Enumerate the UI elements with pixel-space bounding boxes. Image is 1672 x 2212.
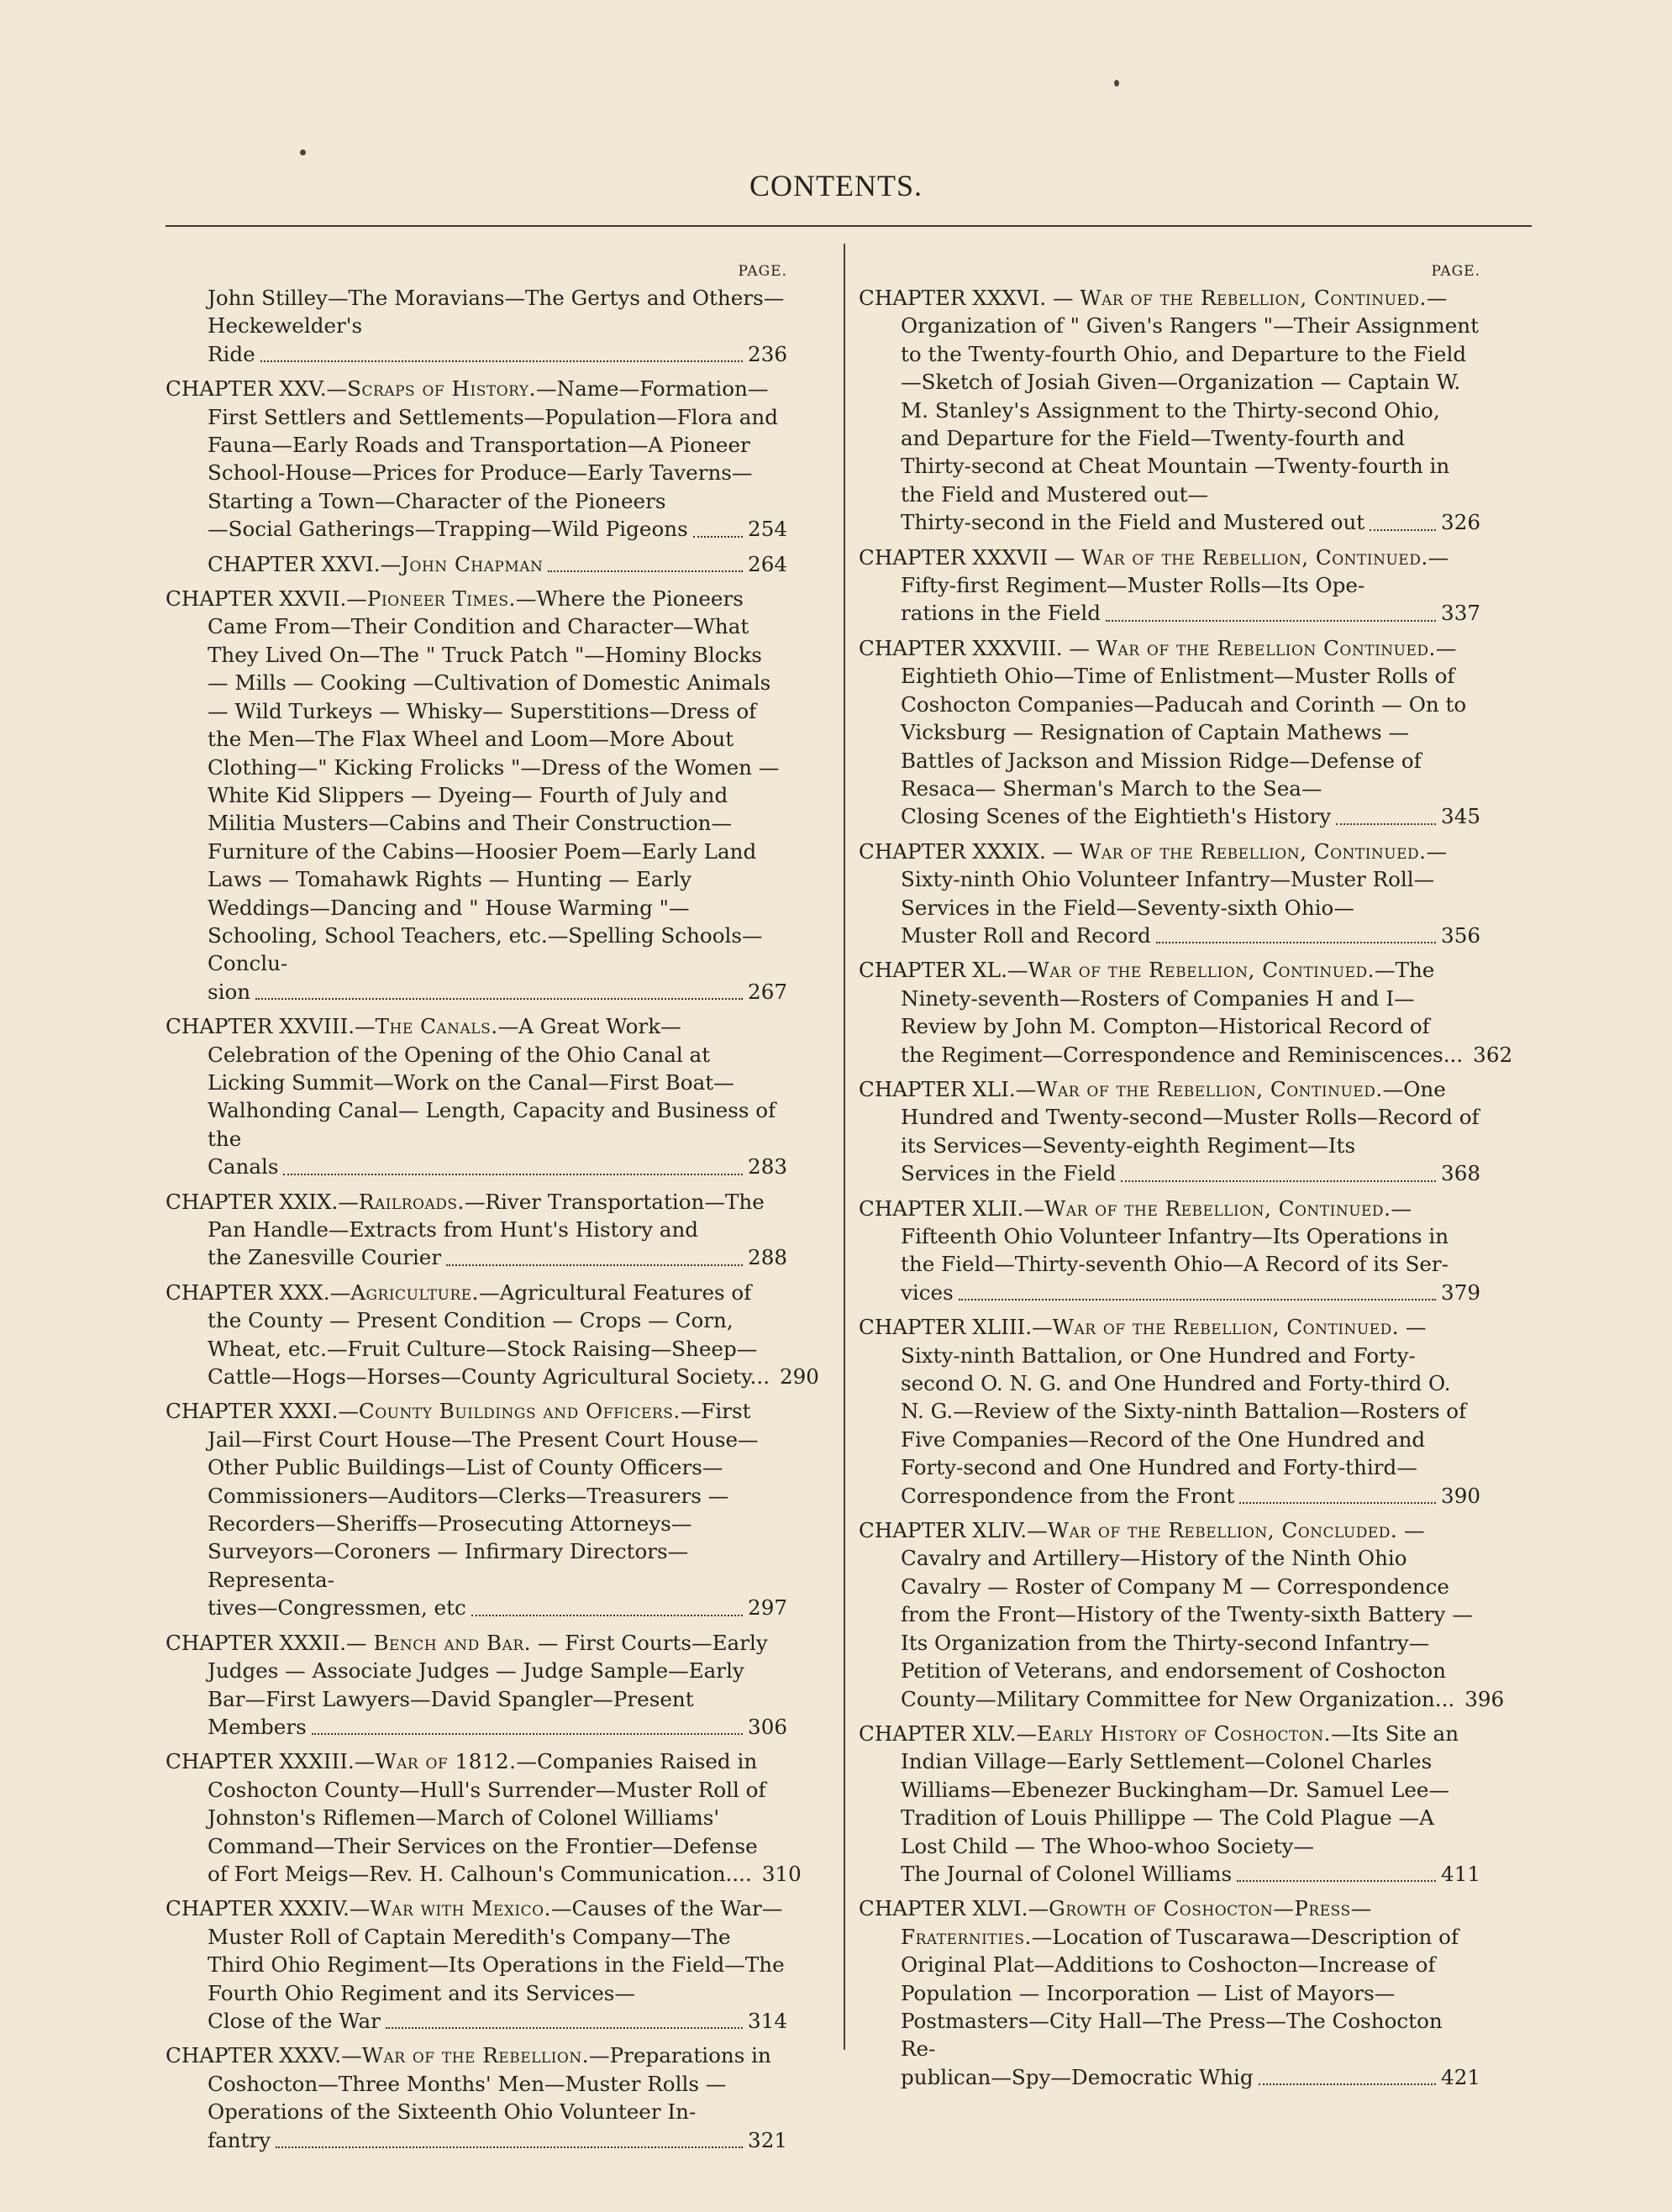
toc-entry-body [859, 636, 1466, 801]
chapter-heading: CHAPTER XLI.— [859, 1076, 1037, 1101]
chapter-description: —Sixty-ninth Ohio Volunteer Infantry—Muster Roll—Services in the Field—Seventy-sixth Ohio— [901, 838, 1448, 920]
leader-line [208, 2126, 787, 2154]
chapter-last-line: rations in the Field [901, 601, 1101, 626]
chapter-description: —A Great Work—Celebration of the Opening of the Ohio Canal at Licking Summit—Work on the Canal—First Boat—Walhonding Canal— Length, Capacity and Business of the [208, 1014, 776, 1151]
chapter-heading: CHAPTER XLII.— [859, 1195, 1044, 1221]
toc-entry-ch31 [166, 1397, 787, 1621]
leader-line [901, 1685, 1505, 1713]
chapter-description: —Where the Pioneers Came From—Their Condition and Character—What They Lived On—The " Truck Patch "—Hominy Blocks — Mills — Cooking —Cultivation of Domestic Animals — Wild Turkeys — Whisky— Superstitions—Dress of the Men—The Flax Wheel and Loom—More About Clothing—" Kicking Frolicks "—Dress of the Women — White Kid Slippers — Dyeing— Fourth of July and Militia Musters—Cabins and Their Construction—Furniture of the Cabins—Hoosier Poem—Early Land Laws — Tomahawk Rights — Hunting — Early Weddings—Dancing and " House Warming "—Schooling, School Teachers, etc.—Spelling Schools—Conclu- [208, 586, 780, 976]
toc-entry-body [166, 1280, 757, 1361]
leader-line [208, 1153, 787, 1180]
chapter-last-line: tives—Congressmen, etc [208, 1595, 466, 1621]
dot-leader [1106, 593, 1436, 621]
dot-leader [1239, 1476, 1436, 1504]
toc-entry-ch35 [166, 2041, 787, 2154]
chapter-last-line: Canals [208, 1154, 279, 1180]
leader-line [901, 1482, 1480, 1510]
leader-line [901, 802, 1480, 830]
chapter-last-line: Correspondence from the Front [901, 1483, 1235, 1508]
chapter-subject: The Canals. [375, 1014, 498, 1039]
toc-entry-body [859, 545, 1449, 597]
dot-leader [283, 1147, 743, 1174]
leader-line [208, 1860, 802, 1888]
toc-entry-body [166, 1399, 759, 1591]
chapter-heading: CHAPTER XXXII.— [166, 1630, 374, 1655]
chapter-heading: CHAPTER XXVIII.— [166, 1014, 376, 1039]
toc-entry-body [859, 1896, 1459, 2061]
chapter-last-line: Cattle—Hogs—Horses—County Agricultural Society... [208, 1364, 770, 1390]
toc-entry-body [166, 2043, 771, 2124]
chapter-subject: War with Mexico. [370, 1896, 551, 1921]
chapter-description: —River Transportation—The Pan Handle—Extracts from Hunt's History and [208, 1189, 765, 1242]
chapter-subject: Pioneer Times. [366, 586, 516, 612]
chapter-heading: CHAPTER XL.— [859, 958, 1028, 983]
toc-entry-body [859, 1721, 1459, 1858]
chapter-last-line: —Social Gatherings—Trapping—Wild Pigeons [208, 517, 688, 542]
chapter-last-line: Close of the War [208, 2008, 381, 2033]
chapter-heading: CHAPTER XLIV.— [859, 1518, 1048, 1543]
chapter-description: —Fifty-first Regiment—Muster Rolls—Its Ope- [901, 544, 1449, 598]
page-number: 288 [748, 1245, 787, 1270]
page-number: 297 [748, 1595, 787, 1621]
chapter-subject: Bench and Bar. [373, 1630, 532, 1655]
toc-entry-ch34 [166, 1894, 787, 2035]
chapter-description: —Name—Formation—First Settlers and Settlements—Population—Flora and Fauna—Early Roads and Transportation—A Pioneer School-House—Prices for Produce—Early Taverns—Starting a Town—Character of the Pioneers [208, 376, 778, 513]
toc-entry-body [208, 550, 543, 578]
chapter-subject: Scraps of History. [347, 376, 536, 402]
toc-entry-ch25 [166, 375, 787, 543]
chapter-description: —Location of Tuscarawa—Description of Original Plat—Additions to Coshocton—Increase of Population — Incorporation — List of Mayors—Postmasters—City Hall—The Press—The Coshocton Re- [901, 1924, 1459, 2062]
chapter-subject: War of the Rebellion Continued. [1096, 635, 1436, 660]
dot-leader [255, 972, 743, 1000]
dot-leader [1156, 916, 1436, 943]
toc-entry-ch40 [859, 956, 1513, 1069]
chapter-description: —Companies Raised in Coshocton County—Hull's Surrender—Muster Roll of Johnston's Riflemen—March of Colonel Williams' Command—Their Services on the Frontier—Defense [208, 1749, 766, 1858]
chapter-heading: CHAPTER XXXVIII. — [859, 635, 1096, 660]
chapter-description: —Organization of " Given's Rangers "—Their Assignment to the Twenty-fourth Ohio, and Departure to the Field—Sketch of Josiah Given—Organization — Captain W. M. Stanley's Assignment to the Thirty-second Ohio, and Departure for the Field—Twenty-fourth and Thirty-second at Cheat Mountain —Twenty-fourth in the Field and Mustered out— [901, 286, 1479, 507]
toc-entry-body [859, 1196, 1449, 1277]
chapter-heading: CHAPTER XXIX.— [166, 1189, 359, 1214]
chapter-description: John Stilley—The Moravians—The Gertys and Others—Heckewelder's [208, 286, 785, 339]
page-number: 368 [1441, 1161, 1480, 1186]
page-number: 310 [761, 1861, 802, 1886]
chapter-subject: War of the Rebellion, Continued. [1080, 286, 1427, 310]
leader-line [901, 599, 1480, 627]
toc-entry-body [166, 586, 779, 975]
chapter-description: —Preparations in Coshocton—Three Months' Men—Muster Rolls —Operations of the Sixteenth Ohio Volunteer In- [208, 2043, 771, 2125]
right-column [859, 259, 1513, 2098]
toc-entry-ch26 [166, 550, 787, 578]
page-number: 356 [1441, 922, 1480, 948]
toc-entry-body [166, 1896, 785, 2004]
toc-entry-body [859, 1077, 1480, 1158]
chapter-heading: CHAPTER XXX.— [166, 1279, 351, 1305]
dot-leader [1237, 1854, 1436, 1882]
leader-line [901, 1041, 1513, 1069]
toc-entry-ch29 [166, 1188, 787, 1272]
chapter-last-line: Ride [208, 341, 255, 366]
chapter-subject: Agriculture. [350, 1279, 479, 1305]
page-number: 396 [1464, 1686, 1505, 1711]
toc-entry-body [166, 1014, 776, 1151]
dot-leader [471, 1588, 743, 1616]
chapter-subject: Early History of Coshocton. [1037, 1721, 1331, 1746]
toc-entry-ch45 [859, 1720, 1480, 1888]
toc-entry-body [166, 1631, 768, 1711]
page-number: 314 [748, 2008, 787, 2033]
leader-line [901, 1860, 1480, 1888]
page-number: 326 [1441, 510, 1480, 535]
toc-entry-ch33 [166, 1747, 802, 1888]
page-label: PAGE. [1431, 263, 1480, 280]
toc-entry-ch39 [859, 838, 1480, 950]
chapter-subject: War of the Rebellion, Continued. [1052, 1315, 1400, 1340]
ink-speck [300, 150, 306, 155]
dot-leader [959, 1273, 1436, 1300]
dot-leader [260, 334, 743, 362]
chapter-last-line: the Regiment—Correspondence and Reminiscences... [901, 1042, 1464, 1067]
toc-entry-ch41 [859, 1075, 1480, 1188]
chapter-description: —The Ninety-seventh—Rosters of Companies H and I—Review by John M. Compton—Historical Record of [901, 958, 1435, 1039]
toc-entry-body [166, 1190, 765, 1242]
dot-leader [386, 2001, 743, 2029]
chapter-heading: CHAPTER XXVI.— [208, 551, 402, 576]
leader-line [901, 2063, 1480, 2091]
dot-leader [1336, 796, 1436, 824]
toc-entry-ch28 [166, 1012, 787, 1180]
chapter-description: —One Hundred and Twenty-second—Muster Rolls—Record of its Services—Seventy-eighth Regiment—Its [901, 1076, 1480, 1158]
chapter-last-line: The Journal of Colonel Williams [901, 1861, 1233, 1886]
toc-entry-body [166, 376, 778, 513]
column-divider [844, 244, 845, 2050]
chapter-last-line: Muster Roll and Record [901, 922, 1151, 948]
toc-entry-body [208, 286, 784, 338]
chapter-description: —Causes of the War—Muster Roll of Captain Meredith's Company—The Third Ohio Regiment—Its Operations in the Field—The Fourth Ohio Regiment and its Services— [208, 1896, 785, 2005]
page-number: 411 [1441, 1861, 1480, 1886]
page-label: PAGE. [738, 263, 787, 280]
chapter-subject: Growth of Coshocton—Press—Fraternities. [901, 1896, 1372, 1949]
chapter-last-line: Thirty-second in the Field and Mustered out [901, 510, 1365, 535]
chapter-heading: CHAPTER XXXIX. — [859, 838, 1080, 864]
chapter-subject: War of the Rebellion, Continued. [1044, 1195, 1391, 1221]
chapter-last-line: vices [901, 1279, 954, 1305]
chapter-subject: County Buildings and Officers. [358, 1399, 681, 1424]
chapter-subject: War of the Rebellion, Continued. [1081, 544, 1428, 570]
chapter-last-line: Closing Scenes of the Eightieth's History [901, 804, 1332, 829]
leader-line [208, 1713, 787, 1741]
chapter-heading: CHAPTER XXXIII.— [166, 1749, 376, 1774]
chapter-subject: War of the Rebellion, Continued. [1036, 1076, 1383, 1101]
chapter-heading: CHAPTER XLV.— [859, 1721, 1038, 1746]
chapter-subject: War of the Rebellion. [361, 2043, 590, 2068]
page-title: CONTENTS. [749, 169, 923, 202]
leader-line [208, 1243, 787, 1271]
leader-line [208, 550, 787, 578]
chapter-last-line: County—Military Committee for New Organization... [901, 1686, 1455, 1711]
chapter-description: — First Courts—Early Judges — Associate Judges — Judge Sample—Early Bar—First Lawyers—David Spangler—Present [208, 1630, 768, 1711]
page-number: 345 [1441, 804, 1480, 829]
toc-entry-body [859, 839, 1447, 920]
page-number: 362 [1473, 1042, 1513, 1067]
leader-line [208, 1594, 787, 1621]
chapter-heading: CHAPTER XLIII.— [859, 1315, 1053, 1340]
chapter-subject: War of the Rebellion, Continued. [1028, 958, 1375, 983]
dot-leader [1121, 1153, 1436, 1181]
dot-leader [1259, 2057, 1436, 2085]
chapter-description: —Cavalry and Artillery—History of the Ninth Ohio Cavalry — Roster of Company M — Correspondence from the Front—History of the Twenty-sixth Battery —Its Organization from the Thirty-second Infantry—Petition of Veterans, and endorsement of Coshocton [901, 1518, 1473, 1684]
chapter-heading: CHAPTER XXV.— [166, 376, 348, 402]
chapter-last-line: Members [208, 1714, 307, 1739]
toc-entry-body [859, 1315, 1466, 1479]
page-number: 390 [1441, 1483, 1480, 1508]
toc-entry-ch43 [859, 1313, 1480, 1510]
page-number: 267 [748, 979, 787, 1004]
chapter-heading: CHAPTER XXXVI. — [859, 286, 1080, 310]
page-number: 254 [748, 517, 787, 542]
dot-leader [276, 2120, 743, 2148]
toc-entry-body [859, 1518, 1473, 1683]
toc-entry-body [166, 1749, 766, 1857]
chapter-last-line: fantry [208, 2127, 271, 2152]
page-number: 321 [748, 2127, 787, 2152]
chapter-description: —Its Site an Indian Village—Early Settlement—Colonel Charles Williams—Ebenezer Buckingham—Dr. Samuel Lee—Tradition of Louis Phillippe — The Cold Plague —A Lost Child — The Whoo-whoo Society— [901, 1721, 1459, 1858]
page-number: 379 [1441, 1279, 1480, 1305]
toc-entry-ch27 [166, 585, 787, 1006]
chapter-description: —Agricultural Features of the County — Present Condition — Crops — Corn, Wheat, etc.—Fruit Culture—Stock Raising—Sheep— [208, 1279, 758, 1361]
chapter-description: —First Jail—First Court House—The Present Court House—Other Public Buildings—List of County Officers—Commissioners—Auditors—Clerks—Treasurers —Recorders—Sheriffs—Prosecuting Attorneys—Surveyors—Coroners — Infirmary Directors—Representa- [208, 1399, 759, 1592]
chapter-subject: War of 1812. [375, 1749, 517, 1774]
title-rule [166, 225, 1532, 227]
page-number: 306 [748, 1714, 787, 1739]
chapter-last-line: sion [208, 979, 251, 1004]
chapter-heading: CHAPTER XXXV.— [166, 2043, 362, 2068]
page-number: 283 [748, 1154, 787, 1180]
toc-entry-ch38 [859, 634, 1480, 831]
toc-entry-ch44 [859, 1516, 1505, 1713]
dot-leader [1370, 502, 1436, 530]
page-number: 290 [780, 1364, 819, 1390]
leader-line [208, 978, 787, 1006]
toc-entry-ch37 [859, 544, 1480, 628]
leader-line [208, 1363, 819, 1390]
left-column [166, 259, 819, 2161]
ink-speck [1114, 80, 1119, 87]
leader-line [901, 508, 1480, 536]
page-number: 337 [1441, 601, 1480, 626]
chapter-heading: CHAPTER XXXVII — [859, 544, 1082, 570]
toc-entry-ch32 [166, 1629, 787, 1742]
chapter-subject: Railroads. [358, 1189, 465, 1214]
chapter-last-line: Services in the Field [901, 1161, 1117, 1186]
page-number: 264 [748, 551, 787, 576]
chapter-description: —Fifteenth Ohio Volunteer Infantry—Its Operations in the Field—Thirty-seventh Ohio—A Record of its Ser- [901, 1195, 1449, 1277]
toc-entry-stilley [166, 284, 787, 368]
dot-leader [312, 1707, 743, 1735]
dot-leader [548, 544, 743, 572]
leader-line [901, 1159, 1480, 1187]
leader-line [208, 340, 787, 368]
chapter-subject: War of the Rebellion, Continued. [1080, 838, 1427, 864]
chapter-subject: John Chapman [401, 551, 544, 576]
chapter-last-line: of Fort Meigs—Rev. H. Calhoun's Communication.... [208, 1861, 752, 1886]
toc-entry-ch36 [859, 284, 1480, 537]
leader-line [901, 922, 1480, 949]
dot-leader [446, 1237, 743, 1265]
toc-entry-body [859, 286, 1479, 507]
chapter-heading: CHAPTER XXVII.— [166, 586, 367, 612]
dot-leader [693, 509, 743, 537]
chapter-subject: War of the Rebellion, Concluded. [1047, 1518, 1398, 1543]
toc-entry-ch42 [859, 1195, 1480, 1307]
toc-entry-ch46 [859, 1894, 1480, 2091]
page-number: 421 [1441, 2064, 1480, 2089]
chapter-heading: CHAPTER XXXIV.— [166, 1896, 371, 1921]
chapter-last-line: publican—Spy—Democratic Whig [901, 2064, 1254, 2089]
page-number: 236 [748, 341, 787, 366]
chapter-description: —Eightieth Ohio—Time of Enlistment—Muster Rolls of Coshocton Companies—Paducah and Corinth — On to Vicksburg — Resignation of Captain Mathews — Battles of Jackson and Mission Ridge—Defense of Resaca— Sherman's March to the Sea— [901, 635, 1467, 801]
leader-line [208, 515, 787, 543]
chapter-heading: CHAPTER XLVI.— [859, 1896, 1049, 1921]
leader-line [208, 2007, 787, 2035]
chapter-heading: CHAPTER XXXI.— [166, 1399, 359, 1424]
toc-entry-ch30 [166, 1279, 819, 1391]
chapter-last-line: the Zanesville Courier [208, 1245, 442, 1270]
leader-line [901, 1279, 1480, 1306]
toc-entry-body [859, 958, 1434, 1038]
chapter-description: —Sixty-ninth Battalion, or One Hundred and Forty-second O. N. G. and One Hundred and Forty-third O. N. G.—Review of the Sixty-ninth Battalion—Rosters of Five Companies—Record of the One Hundred and Forty-second and One Hundred and Forty-third— [901, 1315, 1467, 1480]
